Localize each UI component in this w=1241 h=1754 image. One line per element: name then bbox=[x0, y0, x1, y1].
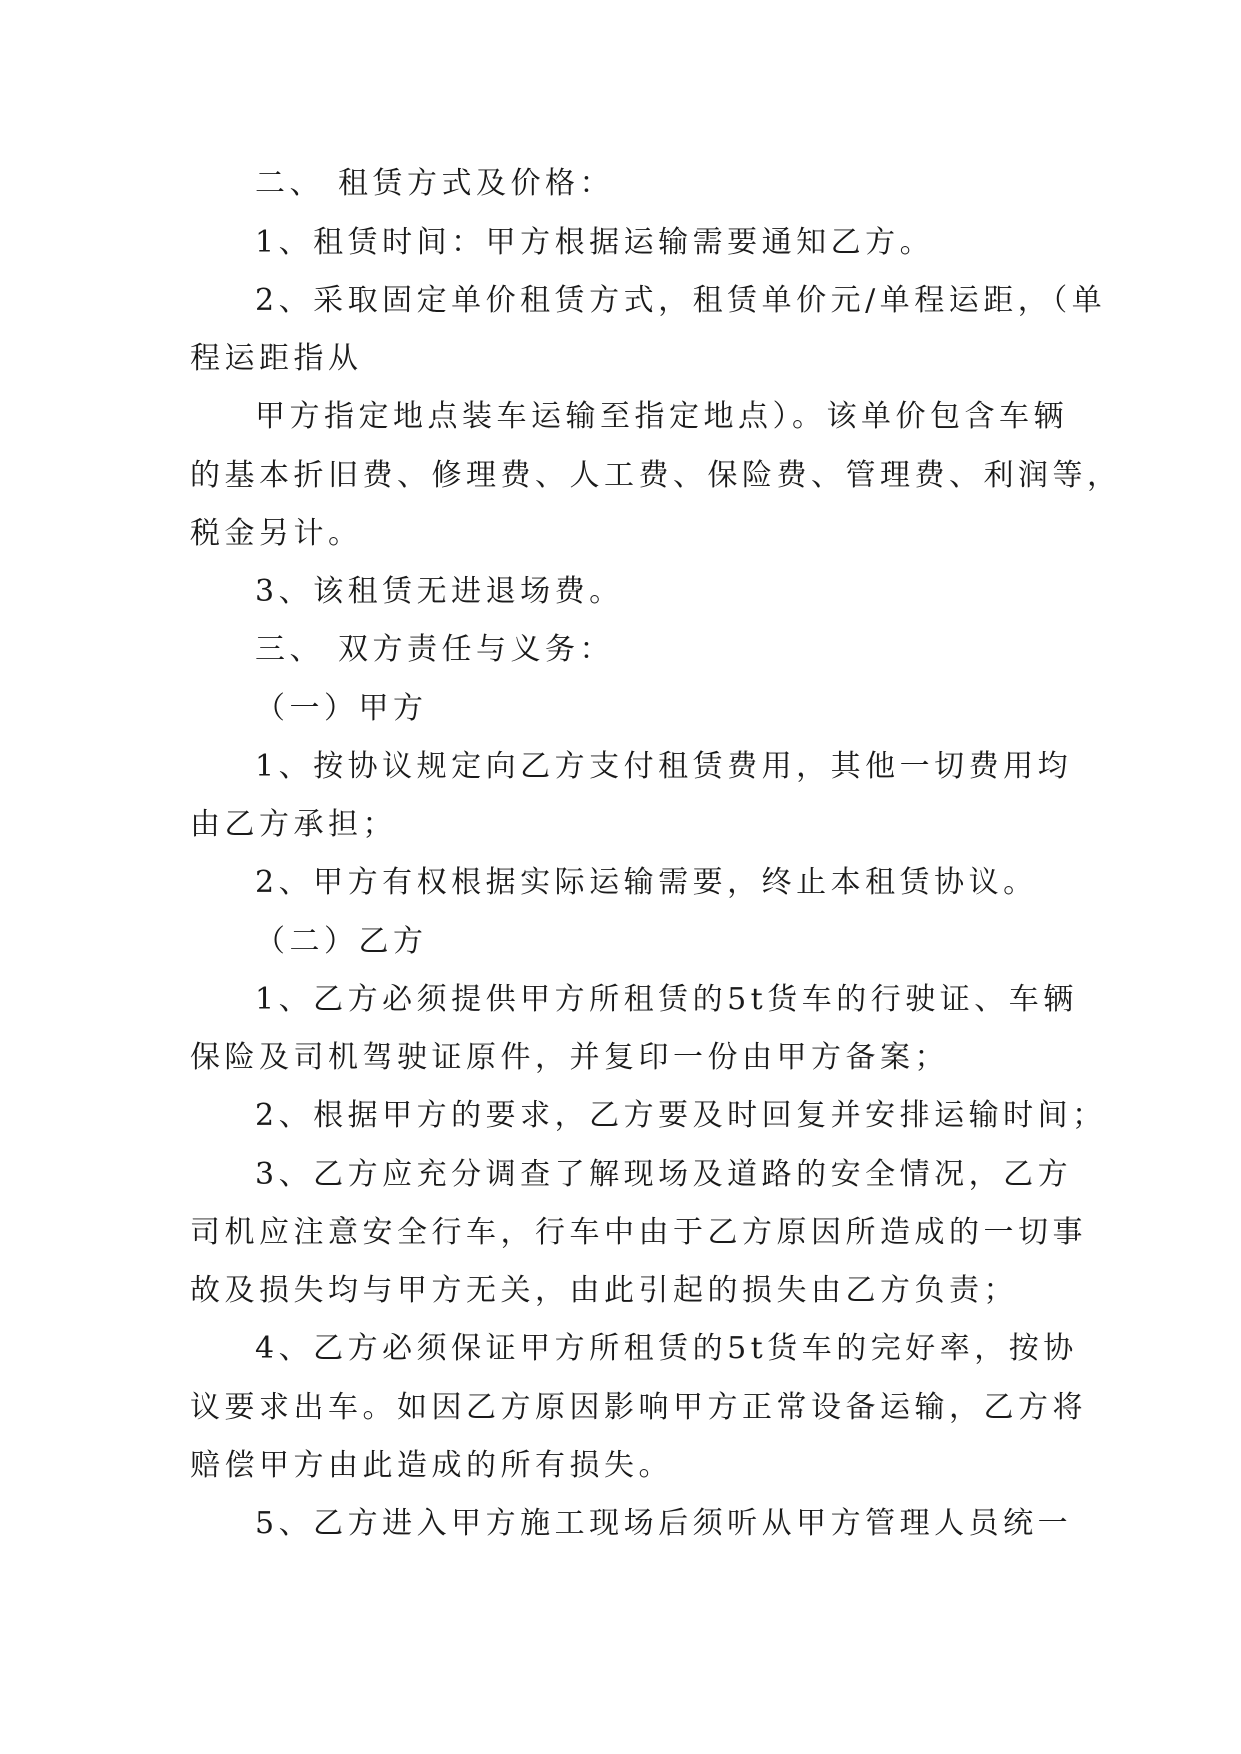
subsection-heading-party-a: （一）甲方 bbox=[255, 691, 428, 726]
paragraph-line: 1、乙方必须提供甲方所租赁的5t货车的行驶证、车辆 bbox=[255, 982, 1078, 1017]
paragraph-line: 1、按协议规定向乙方支付租赁费用，其他一切费用均 bbox=[255, 749, 1073, 784]
paragraph-line: 3、该租赁无进退场费。 bbox=[255, 574, 624, 609]
paragraph-line: 5、乙方进入甲方施工现场后须听从甲方管理人员统一 bbox=[255, 1506, 1073, 1541]
paragraph-line: 甲方指定地点装车运输至指定地点）。该单价包含车辆 bbox=[255, 399, 1068, 434]
subsection-heading-party-b: （二）乙方 bbox=[255, 924, 428, 959]
section-heading-responsibilities: 三、 双方责任与义务： bbox=[255, 632, 615, 667]
paragraph-line: 保险及司机驾驶证原件，并复印一份由甲方备案； bbox=[190, 1040, 949, 1075]
paragraph-line: 2、根据甲方的要求，乙方要及时回复并安排运输时间； bbox=[255, 1098, 1107, 1133]
paragraph-line: 司机应注意安全行车，行车中由于乙方原因所造成的一切事 bbox=[190, 1215, 1087, 1250]
paragraph-line: 1、租赁时间：甲方根据运输需要通知乙方。 bbox=[255, 225, 935, 260]
paragraph-line: 税金另计。 bbox=[190, 516, 363, 551]
paragraph-line: 议要求出车。如因乙方原因影响甲方正常设备运输，乙方将 bbox=[190, 1390, 1087, 1425]
paragraph-line: 4、乙方必须保证甲方所租赁的5t货车的完好率，按协 bbox=[255, 1331, 1078, 1366]
paragraph-line: 程运距指从 bbox=[190, 341, 363, 376]
paragraph-line: 的基本折旧费、修理费、人工费、保险费、管理费、利润等， bbox=[190, 458, 1122, 493]
paragraph-line: 3、乙方应充分调查了解现场及道路的安全情况，乙方 bbox=[255, 1157, 1073, 1192]
paragraph-line: 赔偿甲方由此造成的所有损失。 bbox=[190, 1448, 673, 1483]
paragraph-line: 2、甲方有权根据实际运输需要，终止本租赁协议。 bbox=[255, 865, 1038, 900]
section-heading-lease-method: 二、 租赁方式及价格： bbox=[255, 166, 615, 201]
paragraph-line: 故及损失均与甲方无关，由此引起的损失由乙方负责； bbox=[190, 1273, 1018, 1308]
paragraph-line: 2、采取固定单价租赁方式，租赁单价元/单程运距，（单 bbox=[255, 283, 1107, 318]
paragraph-line: 由乙方承担； bbox=[190, 807, 397, 842]
